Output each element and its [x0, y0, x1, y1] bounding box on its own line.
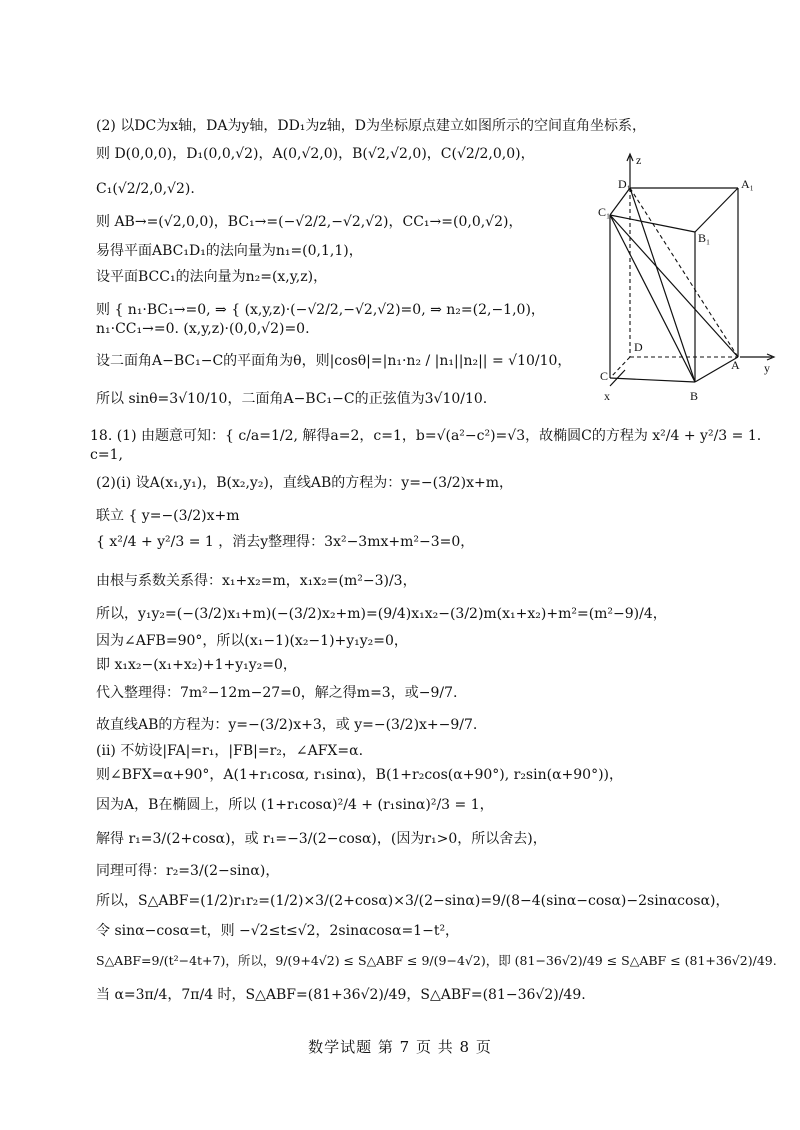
q18-set-line: (2)(i) 设A(x₁,y₁)，B(x₂,y₂)，直线AB的方程为：y=−(3/2)x+m，: [96, 475, 514, 491]
label-B1: B₁: [698, 231, 711, 245]
label-C: C: [600, 369, 609, 383]
q18-vieta: 由根与系数关系得：x₁+x₂=m，x₁x₂=(m²−3)/3，: [96, 573, 417, 589]
q18-ii-set: (ii) 不妨设|FA|=r₁，|FB|=r₂，∠AFX=α.: [96, 743, 364, 759]
label-B: B: [690, 389, 699, 403]
q18-lines-ab: 故直线AB的方程为：y=−(3/2)x+3，或 y=−(3/2)x+−9/7.: [96, 717, 478, 733]
label-A: A: [731, 358, 740, 372]
label-D1: D₁: [618, 177, 631, 191]
q18-on-ellipse: 因为A，B在椭圆上，所以 (1+r₁cosα)²/4 + (r₁sinα)²/3 = 1，: [96, 797, 494, 813]
q17-cos: 设二面角A−BC₁−C的平面角为θ，则|cosθ|=|n₁·n₂ / |n₁||n₂|| = √10/10，: [96, 353, 572, 369]
prism-figure: [600, 150, 780, 410]
q17-coords: 则 D(0,0,0)，D₁(0,0,√2)，A(0,√2,0)，B(√2,√2,0)，C(√2/2,0,0)，: [96, 146, 535, 162]
page-footer: 数学试题 第 7 页 共 8 页: [308, 1038, 492, 1056]
q18-expand: 即 x₁x₂−(x₁+x₂)+1+y₁y₂=0，: [96, 657, 297, 673]
q18-r1: 解得 r₁=3/(2+cosα)，或 r₁=−3/(2−cosα)，(因为r₁>0，所以舍去)，: [96, 831, 547, 847]
q18-sys-row1: 联立 { y=−(3/2)x+m: [96, 508, 240, 524]
q18-sub-t: 令 sinα−cosα=t，则 −√2≤t≤√2，2sinαcosα=1−t²，: [96, 923, 460, 939]
q18-solve-m: 代入整理得：7m²−12m−27=0，解之得m=3，或−9/7.: [96, 685, 458, 701]
label-z: z: [636, 153, 642, 167]
q18-part1-equation: 18. (1) 由题意可知：{ c/a=1/2, 解得a=2，c=1，b=√(a²−c²)=√3，故椭圆C的方程为 x²/4 + y²/3 = 1.: [90, 428, 762, 444]
q18-sys-row2: { x²/4 + y²/3 = 1 ，消去y整理得：3x²−3mx+m²−3=0，: [96, 534, 475, 550]
q17-coords-c1: C₁(√2/2,0,√2).: [96, 181, 195, 197]
label-C1: C₁: [598, 205, 611, 219]
label-A1: A₁: [741, 177, 754, 191]
q17-sin: 所以 sinθ=3√10/10，二面角A−BC₁−C的正弦值为3√10/10.: [96, 391, 488, 407]
q18-angle90: 因为∠AFB=90°，所以(x₁−1)(x₂−1)+y₁y₂=0，: [96, 633, 408, 649]
q18-part1-condition: c=1,: [90, 447, 123, 463]
q17-normal1: 易得平面ABC₁D₁的法向量为n₁=(0,1,1)，: [96, 243, 363, 259]
q17-system-row1: 则 { n₁·BC₁→=0, ⇒ { (x,y,z)·(−√2/2,−√2,√2)=0, ⇒ n₂=(2,−1,0)，: [96, 302, 545, 318]
q17-system-row2: n₁·CC₁→=0. (x,y,z)·(0,0,√2)=0.: [96, 321, 310, 337]
q18-equality: 当 α=3π/4，7π/4 时，S△ABF=(81+36√2)/49，S△ABF=(81−36√2)/49.: [96, 987, 586, 1003]
q18-y1y2: 所以，y₁y₂=(−(3/2)x₁+m)(−(3/2)x₂+m)=(9/4)x₁x₂−(3/2)m(x₁+x₂)+m²=(m²−9)/4，: [96, 606, 667, 622]
label-x: x: [604, 389, 610, 403]
q18-area: 所以，S△ABF=(1/2)r₁r₂=(1/2)×3/(2+cosα)×3/(2−sinα)=9/(8−4(sinα−cosα)−2sinαcosα)，: [96, 893, 730, 909]
label-D: D: [634, 340, 643, 354]
q18-points: 则∠BFX=α+90°，A(1+r₁cosα, r₁sinα)，B(1+r₂cos(α+90°), r₂sin(α+90°))，: [96, 767, 623, 783]
label-y: y: [764, 361, 770, 375]
q17-normal2-set: 设平面BCC₁的法向量为n₂=(x,y,z)，: [96, 269, 328, 285]
q18-r2: 同理可得：r₂=3/(2−sinα)，: [96, 863, 280, 879]
q18-range: S△ABF=9/(t²−4t+7)，所以，9/(9+4√2) ≤ S△ABF ≤ 9/(9−4√2)，即 (81−36√2)/49 ≤ S△ABF ≤ (81+36√2)/49.: [96, 953, 777, 968]
q17-setup: (2) 以DC为x轴，DA为y轴，DD₁为z轴，D为坐标原点建立如图所示的空间直角坐标系，: [96, 118, 647, 134]
q17-vectors: 则 AB→=(√2,0,0)，BC₁→=(−√2/2,−√2,√2)，CC₁→=(0,0,√2)，: [96, 214, 523, 230]
